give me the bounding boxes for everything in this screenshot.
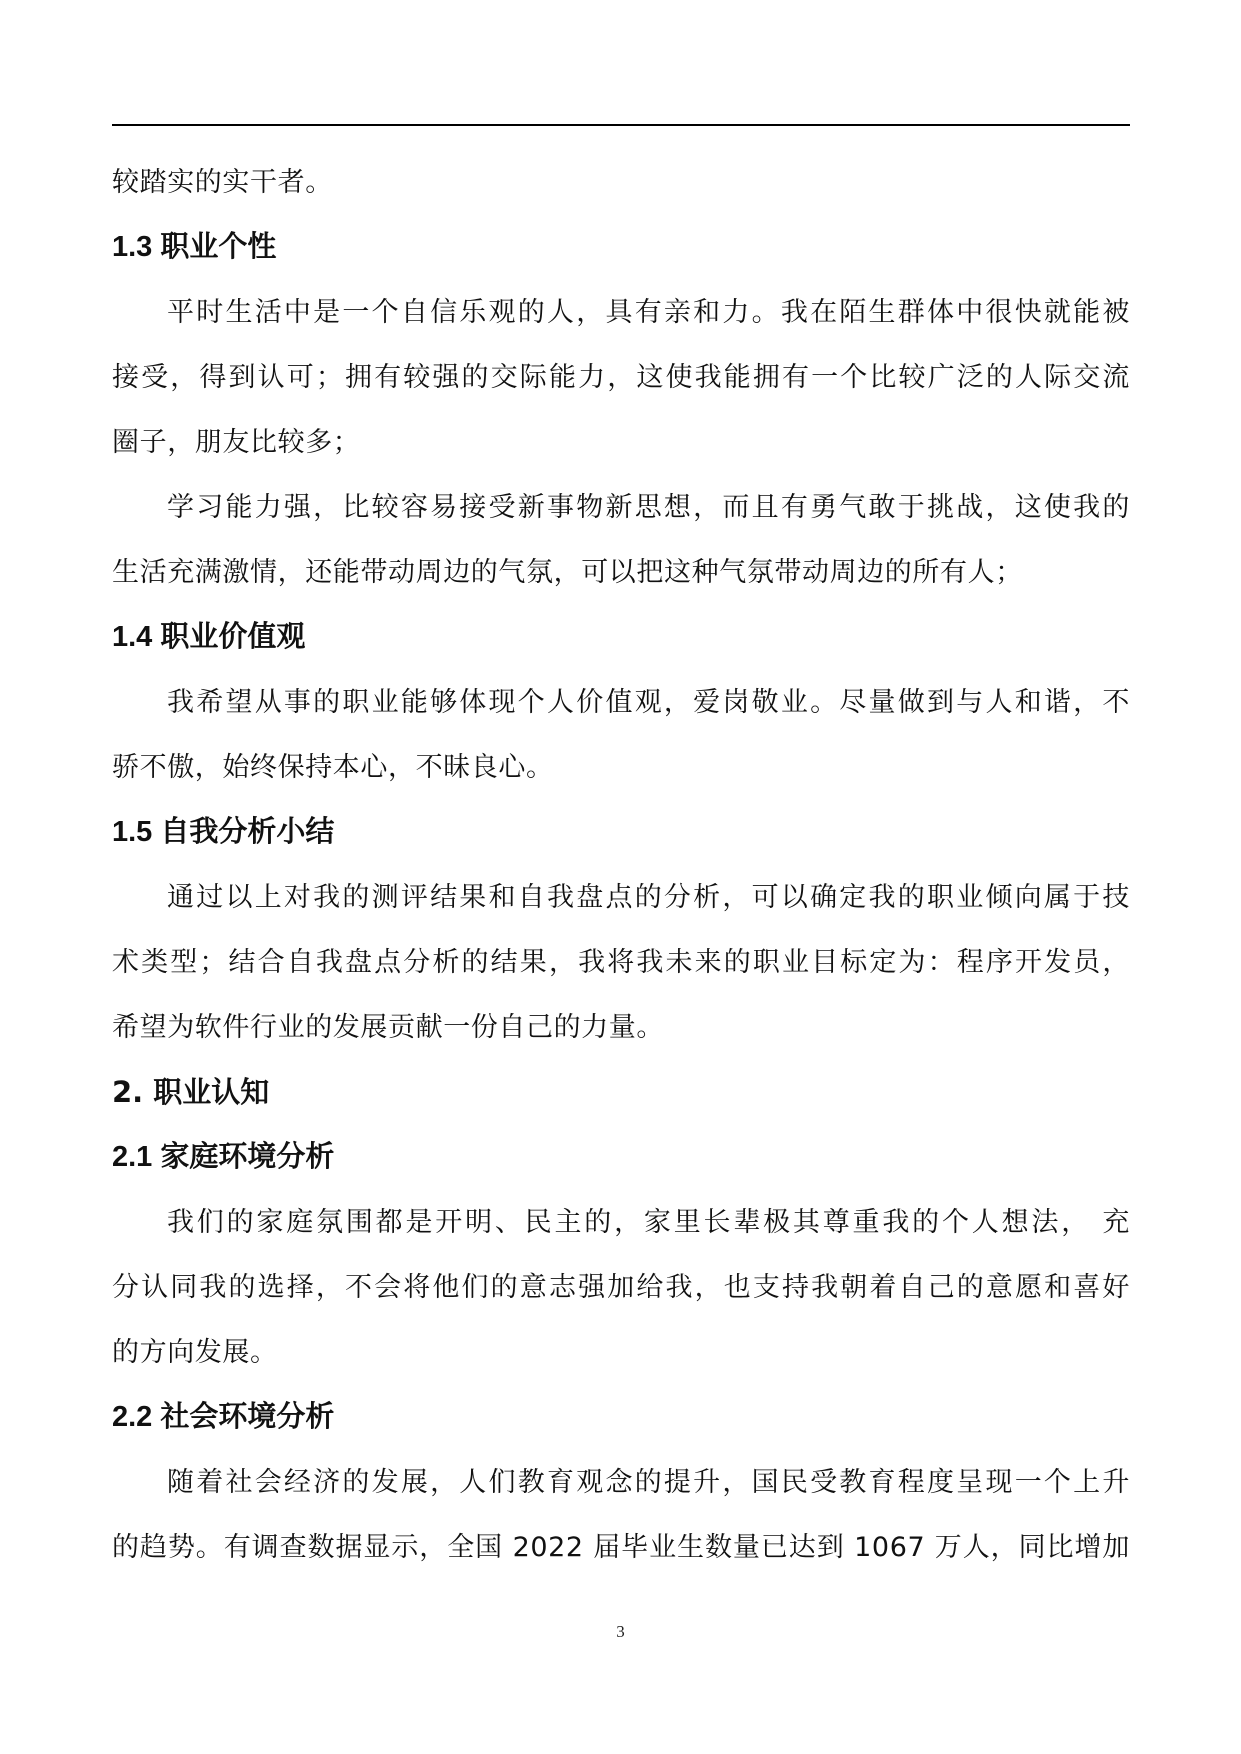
paragraph-line: 我希望从事的职业能够体现个人价值观，爱岗敬业。尽量做到与人和谐，不 <box>167 687 1130 718</box>
continuation-line: 较踏实的实干者。 <box>112 167 333 198</box>
paragraph-line: 术类型；结合自我盘点分析的结果，我将我未来的职业目标定为：程序开发员， <box>112 947 1130 978</box>
paragraph-line: 的方向发展。 <box>112 1337 278 1368</box>
paragraph-line: 分认同我的选择，不会将他们的意志强加给我，也支持我朝着自己的意愿和喜好 <box>112 1272 1130 1303</box>
paragraph-line: 生活充满激情，还能带动周边的气氛，可以把这种气氛带动周边的所有人； <box>112 557 1023 588</box>
paragraph-line: 圈子，朋友比较多； <box>112 427 361 458</box>
page-content <box>112 150 1130 1580</box>
paragraph-line: 的趋势。有调查数据显示，全国 2022 届毕业生数量已达到 1067 万人，同比增加 <box>112 1532 1130 1563</box>
paragraph-line: 通过以上对我的测评结果和自我盘点的分析，可以确定我的职业倾向属于技 <box>167 882 1130 913</box>
section-heading-2-2: 2.2 社会环境分析 <box>112 1401 335 1433</box>
section-heading-1-5: 1.5 自我分析小结 <box>112 816 335 848</box>
chapter-heading-2: 2. 职业认知 <box>112 1075 270 1109</box>
paragraph-line: 我们的家庭氛围都是开明、民主的，家里长辈极其尊重我的个人想法， 充 <box>167 1207 1130 1238</box>
paragraph-line: 骄不傲，始终保持本心，不昧良心。 <box>112 752 554 783</box>
paragraph-line: 学习能力强，比较容易接受新事物新思想，而且有勇气敢于挑战，这使我的 <box>167 492 1130 523</box>
page-number: 3 <box>616 1622 625 1641</box>
section-heading-1-3: 1.3 职业个性 <box>112 231 277 263</box>
paragraph-line: 平时生活中是一个自信乐观的人，具有亲和力。我在陌生群体中很快就能被 <box>167 297 1130 328</box>
paragraph-line: 随着社会经济的发展，人们教育观念的提升，国民受教育程度呈现一个上升 <box>167 1467 1130 1498</box>
paragraph-line: 希望为软件行业的发展贡献一份自己的力量。 <box>112 1012 664 1043</box>
section-heading-2-1: 2.1 家庭环境分析 <box>112 1141 335 1173</box>
header-rule <box>112 124 1130 126</box>
section-heading-1-4: 1.4 职业价值观 <box>112 621 306 653</box>
paragraph-line: 接受，得到认可；拥有较强的交际能力，这使我能拥有一个比较广泛的人际交流 <box>112 362 1130 393</box>
